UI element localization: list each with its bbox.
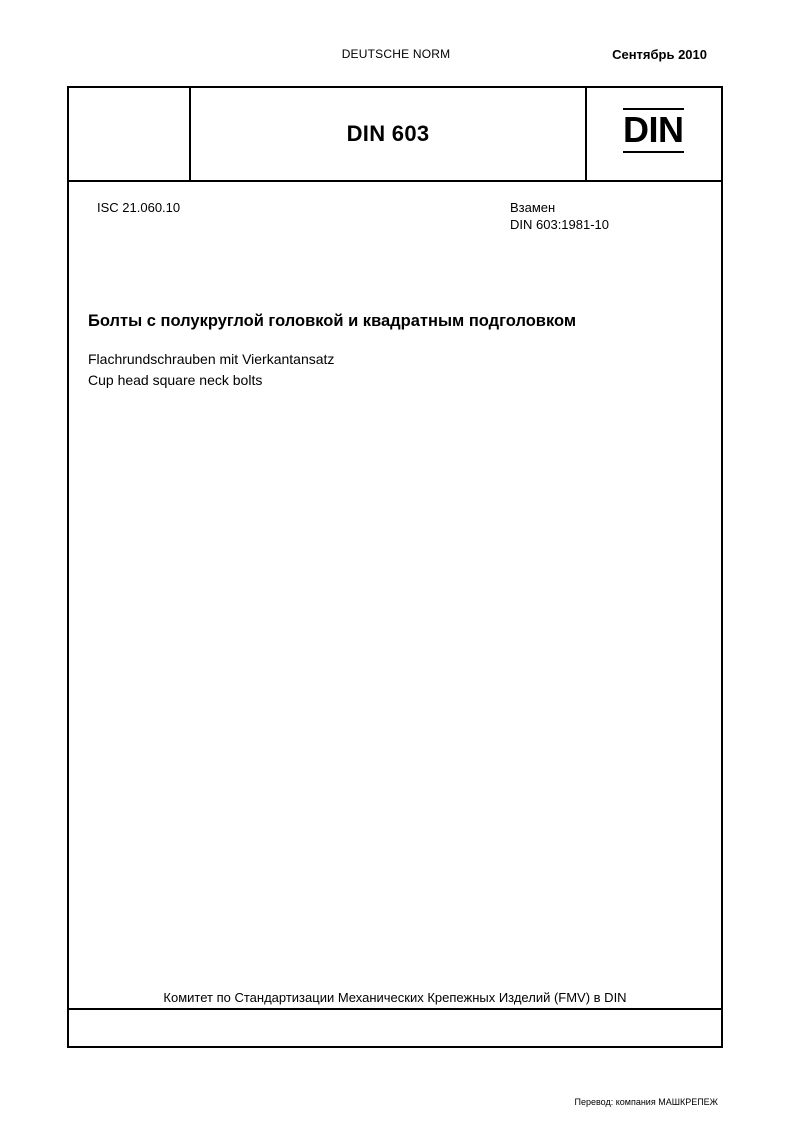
ics-code: ISC 21.060.10: [97, 200, 181, 215]
title-russian: Болты с полукруглой головкой и квадратным подголовком: [88, 312, 577, 330]
title-german: Flachrundschrauben mit Vierkantansatz: [88, 351, 335, 367]
din-logo-icon: DIN: [623, 109, 684, 150]
replaces-value: DIN 603:1981-10: [510, 217, 610, 232]
header-row: [69, 88, 721, 182]
header-cell-number: [191, 88, 585, 180]
header-cell-empty: [69, 88, 191, 180]
title-english: Cup head square neck bolts: [88, 372, 263, 388]
committee-line: Комитет по Стандартизации Механических Крепежных Изделий (FMV) в DIN: [163, 990, 627, 1005]
replaces-label: Взамен: [510, 200, 556, 215]
document-number: DIN 603: [346, 121, 430, 146]
footer-divider: [69, 1008, 721, 1010]
publication-date: Сентябрь 2010: [612, 47, 707, 62]
header-cell-logo: [585, 88, 723, 180]
replaces-block: [510, 199, 609, 233]
norm-label: DEUTSCHE NORM: [341, 47, 451, 61]
translation-credit: Перевод: компания МАШКРЕПЕЖ: [574, 1097, 718, 1107]
document-frame: [67, 86, 723, 1048]
